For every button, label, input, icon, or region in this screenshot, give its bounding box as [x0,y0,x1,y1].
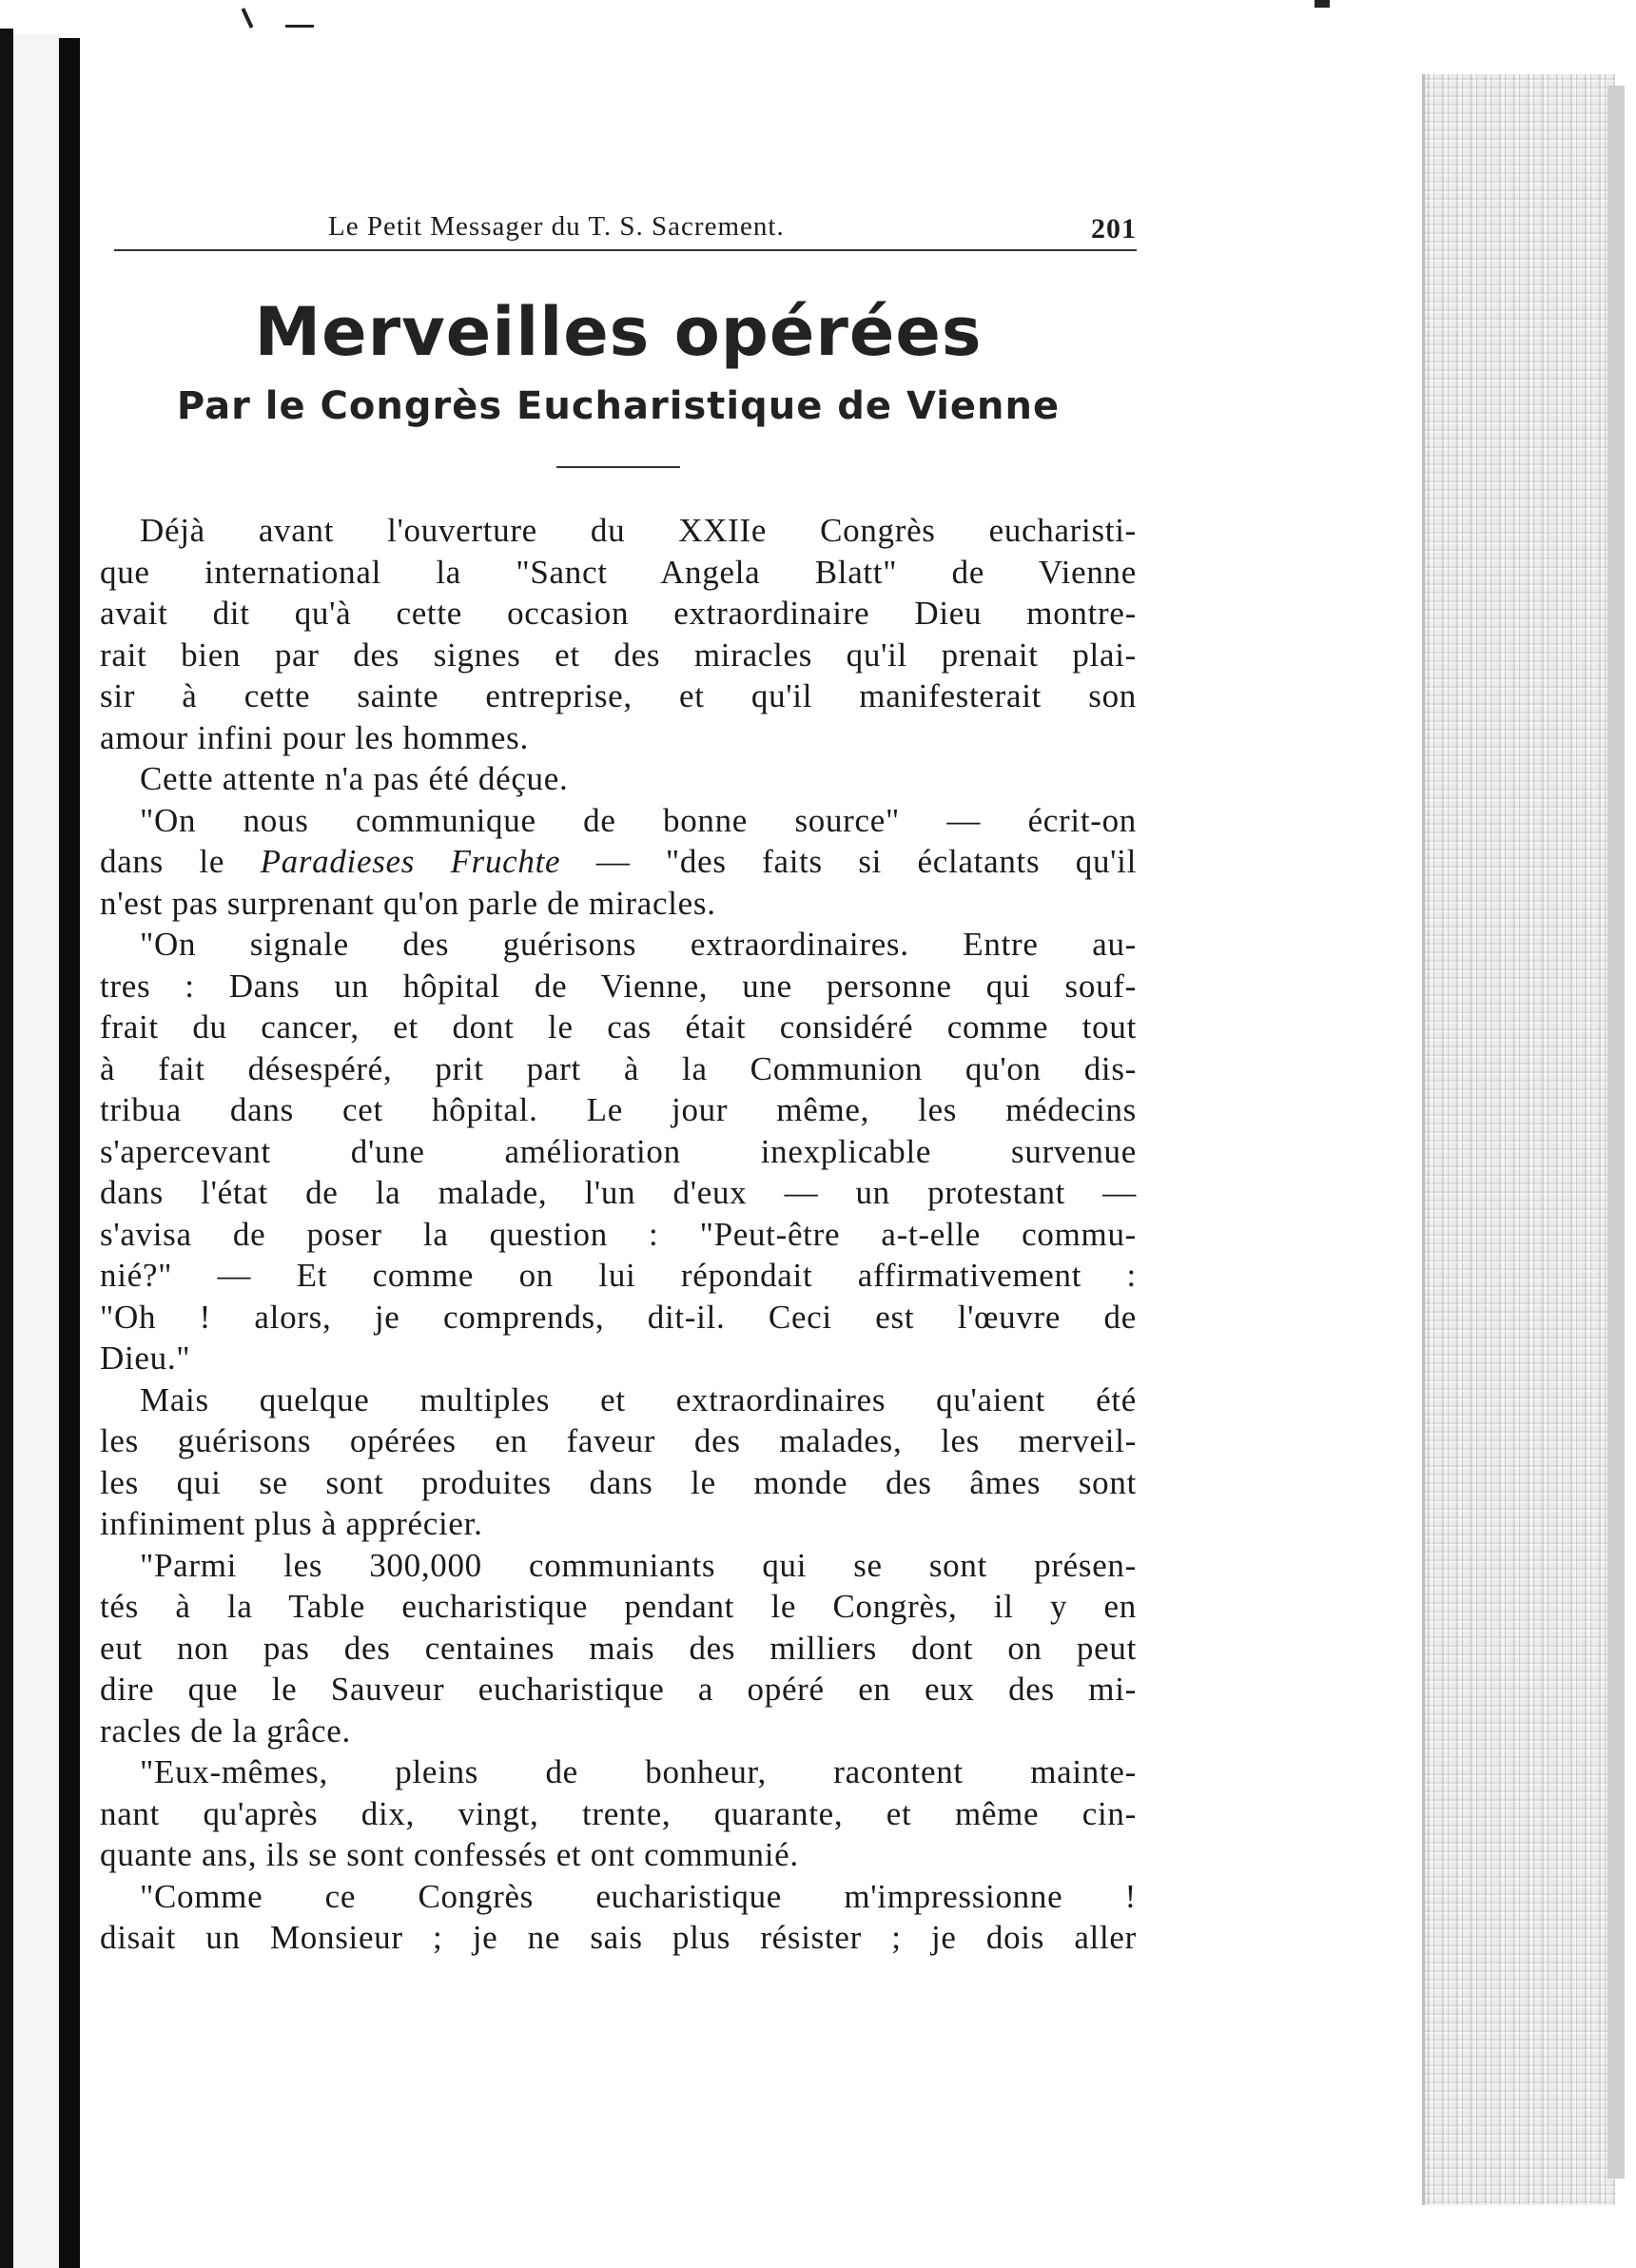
text-line: racles de la grâce. [100,1711,351,1750]
text-line: "On nous communique de bonne source" — écrit-on [140,801,1137,839]
text-line: les qui se sont produites dans le monde des âmes sont [100,1463,1137,1501]
text-line: dans l'état de la malade, l'un d'eux — un protestant — [100,1174,1137,1211]
title-separator-rule [556,466,680,468]
article-title: Merveilles opérées [254,293,983,371]
text-line: que international la "Sanct Angela Blatt" de Vienne [100,553,1137,591]
text-line: "Eux-mêmes, pleins de bonheur, racontent mainte- [140,1753,1137,1790]
article-subtitle: Par le Congrès Eucharistique de Vienne [176,384,1061,428]
paragraph [100,800,1137,925]
paragraph [100,758,1137,800]
running-head-rule [114,249,1137,251]
paragraph [100,1876,1137,1959]
text-line: nié?" — Et comme on lui répondait affirmativement : [100,1257,1137,1294]
paragraph [100,1545,1137,1752]
text-line: sir à cette sainte entreprise, et qu'il manifesterait son [100,677,1137,714]
text-line: les guérisons opérées en faveur des malades, les merveil- [100,1422,1137,1459]
page-content [100,200,1137,1959]
paragraph [100,1379,1137,1545]
text-line: s'avisa de poser la question : "Peut-être a-t-elle commu- [100,1215,1137,1253]
page-number: 201 [1091,213,1137,244]
text-line: à fait désespéré, prit part à la Communion qu'on dis- [100,1049,1137,1087]
book-page-edges [1422,74,1615,2205]
running-head-title: Le Petit Messager du T. S. Sacrement. [328,211,785,242]
text-line: "Comme ce Congrès eucharistique m'impressionne ! [140,1877,1137,1915]
text-line: avait dit qu'à cette occasion extraordinaire Dieu montre- [100,595,1137,632]
book-page-edges-shadow [1607,86,1625,2179]
text-line: quante ans, ils se sont confessés et ont communié. [100,1836,799,1873]
text-line: Cette attente n'a pas été déçue. [140,760,569,797]
text-line: Déjà avant l'ouverture du XXIIe Congrès eucharisti- [140,512,1137,549]
scan-speck [1315,0,1330,8]
scan-border-left [0,29,13,2268]
text-line: "Oh ! alors, je comprends, dit-il. Ceci est l'œuvre de [100,1298,1137,1336]
text-line: eut non pas des centaines mais des milliers dont on peut [100,1629,1137,1667]
text-line: Dieu." [100,1339,191,1377]
text-line: nant qu'après dix, vingt, trente, quarante, et même cin- [100,1794,1137,1832]
scan-speck [285,25,314,28]
text-line: tés à la Table eucharistique pendant le Congrès, il y en [100,1588,1137,1625]
text-line: dire que le Sauveur eucharistique a opéré en eux des mi- [100,1671,1137,1708]
scan-margin-left [13,34,59,2268]
text-line: amour infini pour les hommes. [100,718,529,756]
text-line: "On signale des guérisons extraordinaires. Entre au- [140,926,1137,963]
text-line: dans le Paradieses Fruchte — "des faits si éclatants qu'il [100,843,1138,880]
paragraph [100,924,1137,1379]
text-line: infiniment plus à apprécier. [100,1505,483,1542]
text-line: Mais quelque multiples et extraordinaires qu'aient été [140,1380,1137,1418]
text-line: "Parmi les 300,000 communiants qui se sont présen- [140,1546,1137,1584]
text-line: disait un Monsieur ; je ne sais plus résister ; je dois aller [100,1919,1137,1956]
running-head [100,200,1137,257]
text-line: tres : Dans un hôpital de Vienne, une personne qui souf- [100,967,1137,1005]
text-line: frait du cancer, et dont le cas était considéré comme tout [100,1008,1137,1046]
text-line: n'est pas surprenant qu'on parle de miracles. [100,884,716,922]
text-line: s'apercevant d'une amélioration inexplicable survenue [100,1132,1137,1170]
book-spine-shadow [59,38,80,2268]
paragraph [100,510,1137,758]
text-line: tribua dans cet hôpital. Le jour même, les médecins [100,1091,1137,1128]
text-line: rait bien par des signes et des miracles qu'il prenait plai- [100,635,1137,674]
paragraph [100,1751,1137,1876]
article-body [100,510,1137,1959]
